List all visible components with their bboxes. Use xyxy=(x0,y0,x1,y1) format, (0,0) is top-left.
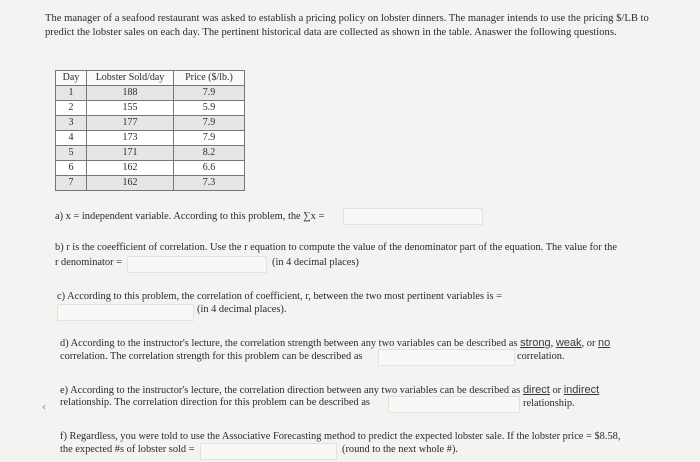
problem-intro: The manager of a seafood restaurant was asked to establish a pricing policy on lobster dinners. The manager intends to use the pricing $/LB to predict the lobster sales on each day. The pertinent historical data are collected as shown in the table. Anaswer the following questions. xyxy=(45,13,649,38)
question-f-suffix: (round to the next whole #). xyxy=(342,444,459,455)
question-d-line1 xyxy=(60,336,680,351)
cell-price: 7.9 xyxy=(174,116,245,131)
table-row xyxy=(56,146,245,161)
question-e-suffix: relationship. xyxy=(523,398,575,409)
cell-day: 7 xyxy=(56,176,87,191)
cell-sold: 188 xyxy=(87,86,174,101)
question-e-line2: relationship. The correlation direction for this problem can be described as xyxy=(60,397,370,408)
table-row xyxy=(56,176,245,191)
separator: , xyxy=(550,338,554,349)
question-c-suffix: (in 4 decimal places). xyxy=(197,304,287,315)
answer-a-field[interactable] xyxy=(343,208,483,225)
cell-price: 5.9 xyxy=(174,101,245,116)
term-weak[interactable]: weak xyxy=(555,337,582,349)
table-header-row xyxy=(56,71,245,86)
table-row xyxy=(56,161,245,176)
cell-sold: 162 xyxy=(87,161,174,176)
cell-sold: 155 xyxy=(87,101,174,116)
answer-d-field[interactable] xyxy=(378,349,515,366)
answer-b-input[interactable] xyxy=(128,260,266,275)
term-strong[interactable]: strong xyxy=(520,337,551,349)
answer-d-input[interactable] xyxy=(379,353,514,368)
term-indirect[interactable]: indirect xyxy=(563,384,600,396)
answer-c-input[interactable] xyxy=(58,308,193,323)
question-d-line2: correlation. The correlation strength for this problem can be described as xyxy=(60,351,363,362)
cell-day: 5 xyxy=(56,146,87,161)
cell-day: 1 xyxy=(56,86,87,101)
answer-f-input[interactable] xyxy=(201,447,336,462)
table-row xyxy=(56,131,245,146)
term-no[interactable]: no xyxy=(598,337,611,349)
question-b-line2: r denominator = xyxy=(55,257,123,268)
question-b-suffix: (in 4 decimal places) xyxy=(272,257,359,268)
cell-price: 8.2 xyxy=(174,146,245,161)
header-day: Day xyxy=(56,71,87,86)
answer-b-field[interactable] xyxy=(127,256,267,273)
cell-day: 4 xyxy=(56,131,87,146)
cell-price: 7.9 xyxy=(174,86,245,101)
table-row xyxy=(56,86,245,101)
question-d-prefix: d) According to the instructor's lecture, the correlation strength between any two variables can be described as xyxy=(60,338,518,349)
header-lobster-sold: Lobster Sold/day xyxy=(87,71,174,86)
question-d-suffix: correlation. xyxy=(517,351,565,362)
cell-price: 7.9 xyxy=(174,131,245,146)
caret-icon: ‹ xyxy=(42,402,46,413)
cell-sold: 177 xyxy=(87,116,174,131)
cell-sold: 162 xyxy=(87,176,174,191)
answer-c-field[interactable] xyxy=(57,304,194,321)
header-price: Price ($/lb.) xyxy=(174,71,245,86)
question-e-prefix: e) According to the instructor's lecture, the correlation direction between any two variables can be described as xyxy=(60,385,521,396)
separator: , or xyxy=(581,338,596,349)
cell-day: 2 xyxy=(56,101,87,116)
answer-f-field[interactable] xyxy=(200,443,337,460)
cell-sold: 171 xyxy=(87,146,174,161)
cell-price: 6.6 xyxy=(174,161,245,176)
question-f-line1: f) Regardless, you were told to use the Associative Forecasting method to predict the expected lobster sale. If the lobster price = $8.58, xyxy=(60,431,621,442)
question-f-line2: the expected #s of lobster sold = xyxy=(60,444,195,455)
separator: or xyxy=(552,385,562,396)
term-direct[interactable]: direct xyxy=(522,384,550,396)
cell-sold: 173 xyxy=(87,131,174,146)
question-b-line1: b) r is the coeefficient of correlation. Use the r equation to compute the value of the denominator part of the equation. The value for the xyxy=(55,242,617,253)
question-a-text: a) x = independent variable. According to this problem, the ∑x = xyxy=(55,211,325,222)
cell-day: 6 xyxy=(56,161,87,176)
answer-e-input[interactable] xyxy=(389,400,519,415)
cell-price: 7.3 xyxy=(174,176,245,191)
table-row xyxy=(56,101,245,116)
question-c-line1: c) According to this problem, the correlation of coefficient, r, between the two most pertinent variables is = xyxy=(57,291,502,302)
historical-data-table xyxy=(55,70,245,191)
cell-day: 3 xyxy=(56,116,87,131)
table-row xyxy=(56,116,245,131)
answer-e-field[interactable] xyxy=(388,396,520,413)
answer-a-input[interactable] xyxy=(344,212,482,227)
